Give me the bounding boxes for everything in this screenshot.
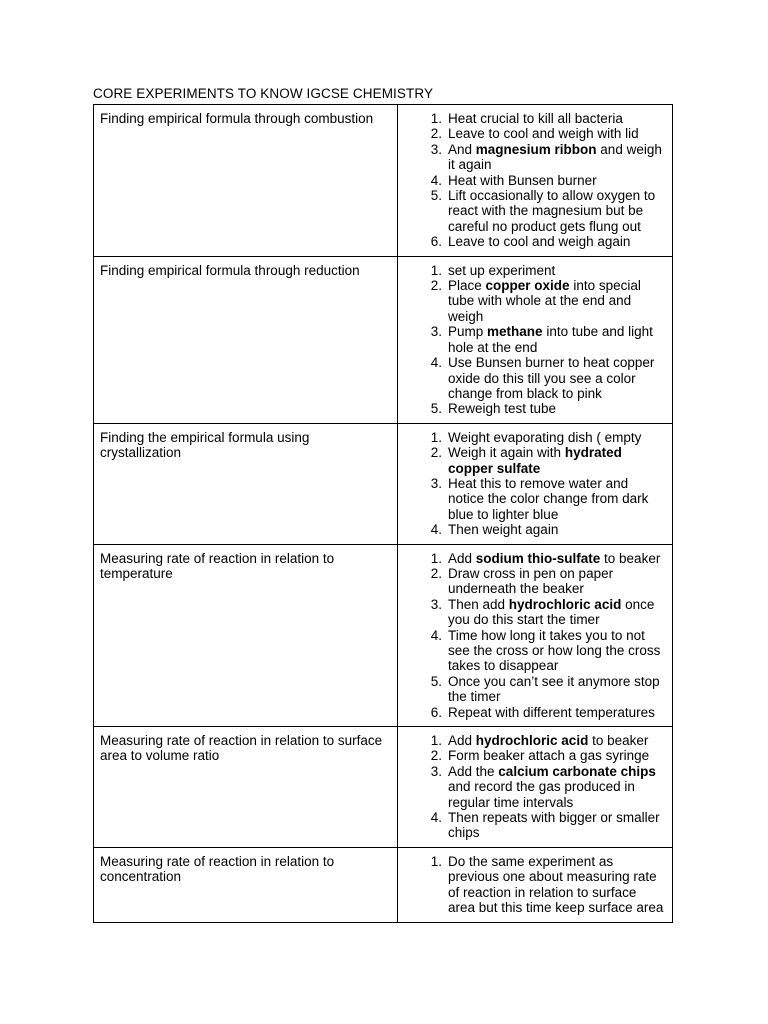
experiment-name: Measuring rate of reaction in relation to surface area to volume ratio bbox=[94, 727, 398, 848]
step-item bbox=[404, 628, 664, 674]
step-text-bold: copper oxide bbox=[485, 278, 570, 294]
step-item bbox=[404, 278, 664, 324]
step-item bbox=[404, 173, 664, 188]
step-text: Once you can’t see it anymore stop the timer bbox=[448, 673, 660, 705]
step-number: 1. bbox=[430, 853, 442, 869]
step-item bbox=[404, 810, 664, 841]
experiment-steps-cell bbox=[398, 256, 673, 423]
step-text: Draw cross in pen on paper underneath the beaker bbox=[448, 565, 614, 597]
step-number: 1. bbox=[430, 111, 442, 126]
step-number: 4. bbox=[430, 522, 442, 538]
step-text: Repeat with different temperatures bbox=[448, 704, 655, 720]
step-text: And bbox=[448, 141, 476, 157]
experiment-row bbox=[94, 544, 673, 726]
step-number: 3. bbox=[430, 324, 442, 340]
step-item bbox=[404, 263, 664, 278]
experiment-name: Measuring rate of reaction in relation to concentration bbox=[94, 847, 398, 922]
step-number: 6. bbox=[430, 704, 442, 720]
step-text: Reweigh test tube bbox=[448, 401, 557, 417]
step-text: Add bbox=[448, 550, 476, 566]
step-item bbox=[404, 126, 664, 141]
step-item bbox=[404, 188, 664, 234]
step-number: 5. bbox=[430, 188, 442, 204]
experiment-row bbox=[94, 423, 673, 544]
step-text: to beaker bbox=[588, 733, 649, 749]
experiment-row bbox=[94, 847, 673, 922]
step-item bbox=[404, 476, 664, 522]
step-text: Heat crucial to kill all bacteria bbox=[448, 111, 623, 126]
step-number: 3. bbox=[430, 596, 442, 612]
step-number: 3. bbox=[430, 141, 442, 157]
step-text: Form beaker attach a gas syringe bbox=[448, 748, 650, 764]
step-text: into special tube with whole at the end and weigh bbox=[448, 278, 641, 324]
step-item bbox=[404, 733, 664, 748]
step-text: Leave to cool and weigh with lid bbox=[448, 126, 639, 142]
step-text: Heat with Bunsen burner bbox=[448, 172, 597, 188]
step-item bbox=[404, 764, 664, 810]
step-number: 3. bbox=[430, 763, 442, 779]
step-text-bold: methane bbox=[487, 324, 543, 340]
experiment-steps-cell bbox=[398, 544, 673, 726]
step-text: to beaker bbox=[600, 550, 661, 566]
step-text: Heat this to remove water and notice the color change from dark blue to lighter blue bbox=[448, 475, 649, 522]
step-number: 5. bbox=[430, 673, 442, 689]
steps-list bbox=[404, 854, 664, 916]
step-text: set up experiment bbox=[448, 262, 556, 278]
step-text: Then repeats with bigger or smaller chips bbox=[448, 810, 660, 841]
step-number: 3. bbox=[430, 475, 442, 491]
step-number: 4. bbox=[430, 355, 442, 371]
step-number: 1. bbox=[430, 262, 442, 278]
step-number: 2. bbox=[430, 278, 442, 294]
step-text: Add bbox=[448, 733, 476, 749]
experiment-name: Finding empirical formula through combustion bbox=[94, 105, 398, 257]
step-text: into tube and light hole at the end bbox=[448, 324, 653, 355]
experiment-name: Measuring rate of reaction in relation to temperature bbox=[94, 544, 398, 726]
step-item bbox=[404, 445, 664, 476]
steps-list bbox=[404, 111, 664, 250]
step-text: Do the same experiment as previous one about measuring rate of reaction in relation to surface area but this time keep surface area bbox=[448, 853, 664, 916]
step-item bbox=[404, 705, 664, 720]
step-number: 2. bbox=[430, 748, 442, 764]
step-number: 4. bbox=[430, 172, 442, 188]
step-item bbox=[404, 522, 664, 537]
step-item bbox=[404, 324, 664, 355]
step-text: Place bbox=[448, 278, 486, 294]
step-number: 2. bbox=[430, 126, 442, 142]
step-number: 1. bbox=[430, 550, 442, 566]
steps-list bbox=[404, 263, 664, 417]
step-text-bold: hydrochloric acid bbox=[475, 733, 589, 749]
step-item bbox=[404, 566, 664, 597]
step-text-bold: calcium carbonate chips bbox=[498, 763, 656, 779]
step-text-bold: sodium thio-sulfate bbox=[475, 550, 601, 566]
step-number: 4. bbox=[430, 627, 442, 643]
experiment-row bbox=[94, 105, 673, 257]
steps-list bbox=[404, 551, 664, 720]
step-text: once you do this start the timer bbox=[448, 596, 655, 628]
step-text: Then add bbox=[448, 596, 509, 612]
step-number: 5. bbox=[430, 401, 442, 417]
experiment-steps-cell bbox=[398, 847, 673, 922]
step-number: 1. bbox=[430, 429, 442, 445]
experiment-steps-cell bbox=[398, 105, 673, 257]
step-number: 2. bbox=[430, 445, 442, 461]
step-text: Add the bbox=[448, 763, 499, 779]
step-text: Pump bbox=[448, 324, 488, 340]
experiment-row bbox=[94, 256, 673, 423]
step-text: Leave to cool and weigh again bbox=[448, 234, 631, 250]
step-item bbox=[404, 430, 664, 445]
step-text: Use Bunsen burner to heat copper oxide do this till you see a color change from black to pink bbox=[448, 355, 655, 401]
step-text: and weigh it again bbox=[448, 141, 662, 173]
step-item bbox=[404, 111, 664, 126]
step-text: Weigh it again with bbox=[448, 445, 565, 461]
step-number: 6. bbox=[430, 234, 442, 250]
step-item bbox=[404, 355, 664, 401]
experiments-table bbox=[93, 104, 673, 923]
step-text-bold: hydrochloric acid bbox=[508, 596, 622, 612]
step-text: Lift occasionally to allow oxygen to react with the magnesium but be careful no product gets flung out bbox=[448, 188, 656, 234]
step-item bbox=[404, 401, 664, 416]
experiment-steps-cell bbox=[398, 727, 673, 848]
step-number: 1. bbox=[430, 733, 442, 749]
experiment-steps-cell bbox=[398, 423, 673, 544]
steps-list bbox=[404, 430, 664, 538]
step-text: Then weight again bbox=[448, 522, 559, 538]
step-item bbox=[404, 748, 664, 763]
experiment-name: Finding the empirical formula using crystallization bbox=[94, 423, 398, 544]
step-text-bold: hydrated copper sulfate bbox=[448, 445, 622, 476]
step-item bbox=[404, 674, 664, 705]
step-text: Weight evaporating dish ( empty bbox=[448, 429, 642, 445]
step-text: Time how long it takes you to not see the cross or how long the cross takes to disappear bbox=[448, 627, 661, 674]
step-item bbox=[404, 551, 664, 566]
step-number: 4. bbox=[430, 810, 442, 826]
step-text: and record the gas produced in regular time intervals bbox=[448, 779, 635, 810]
experiment-name: Finding empirical formula through reduction bbox=[94, 256, 398, 423]
document-title: CORE EXPERIMENTS TO KNOW IGCSE CHEMISTRY bbox=[93, 86, 434, 101]
step-text-bold: magnesium ribbon bbox=[475, 141, 597, 157]
step-item bbox=[404, 234, 664, 249]
steps-list bbox=[404, 733, 664, 841]
step-number: 2. bbox=[430, 565, 442, 581]
step-item bbox=[404, 854, 664, 916]
step-item bbox=[404, 142, 664, 173]
experiment-row bbox=[94, 727, 673, 848]
step-item bbox=[404, 597, 664, 628]
